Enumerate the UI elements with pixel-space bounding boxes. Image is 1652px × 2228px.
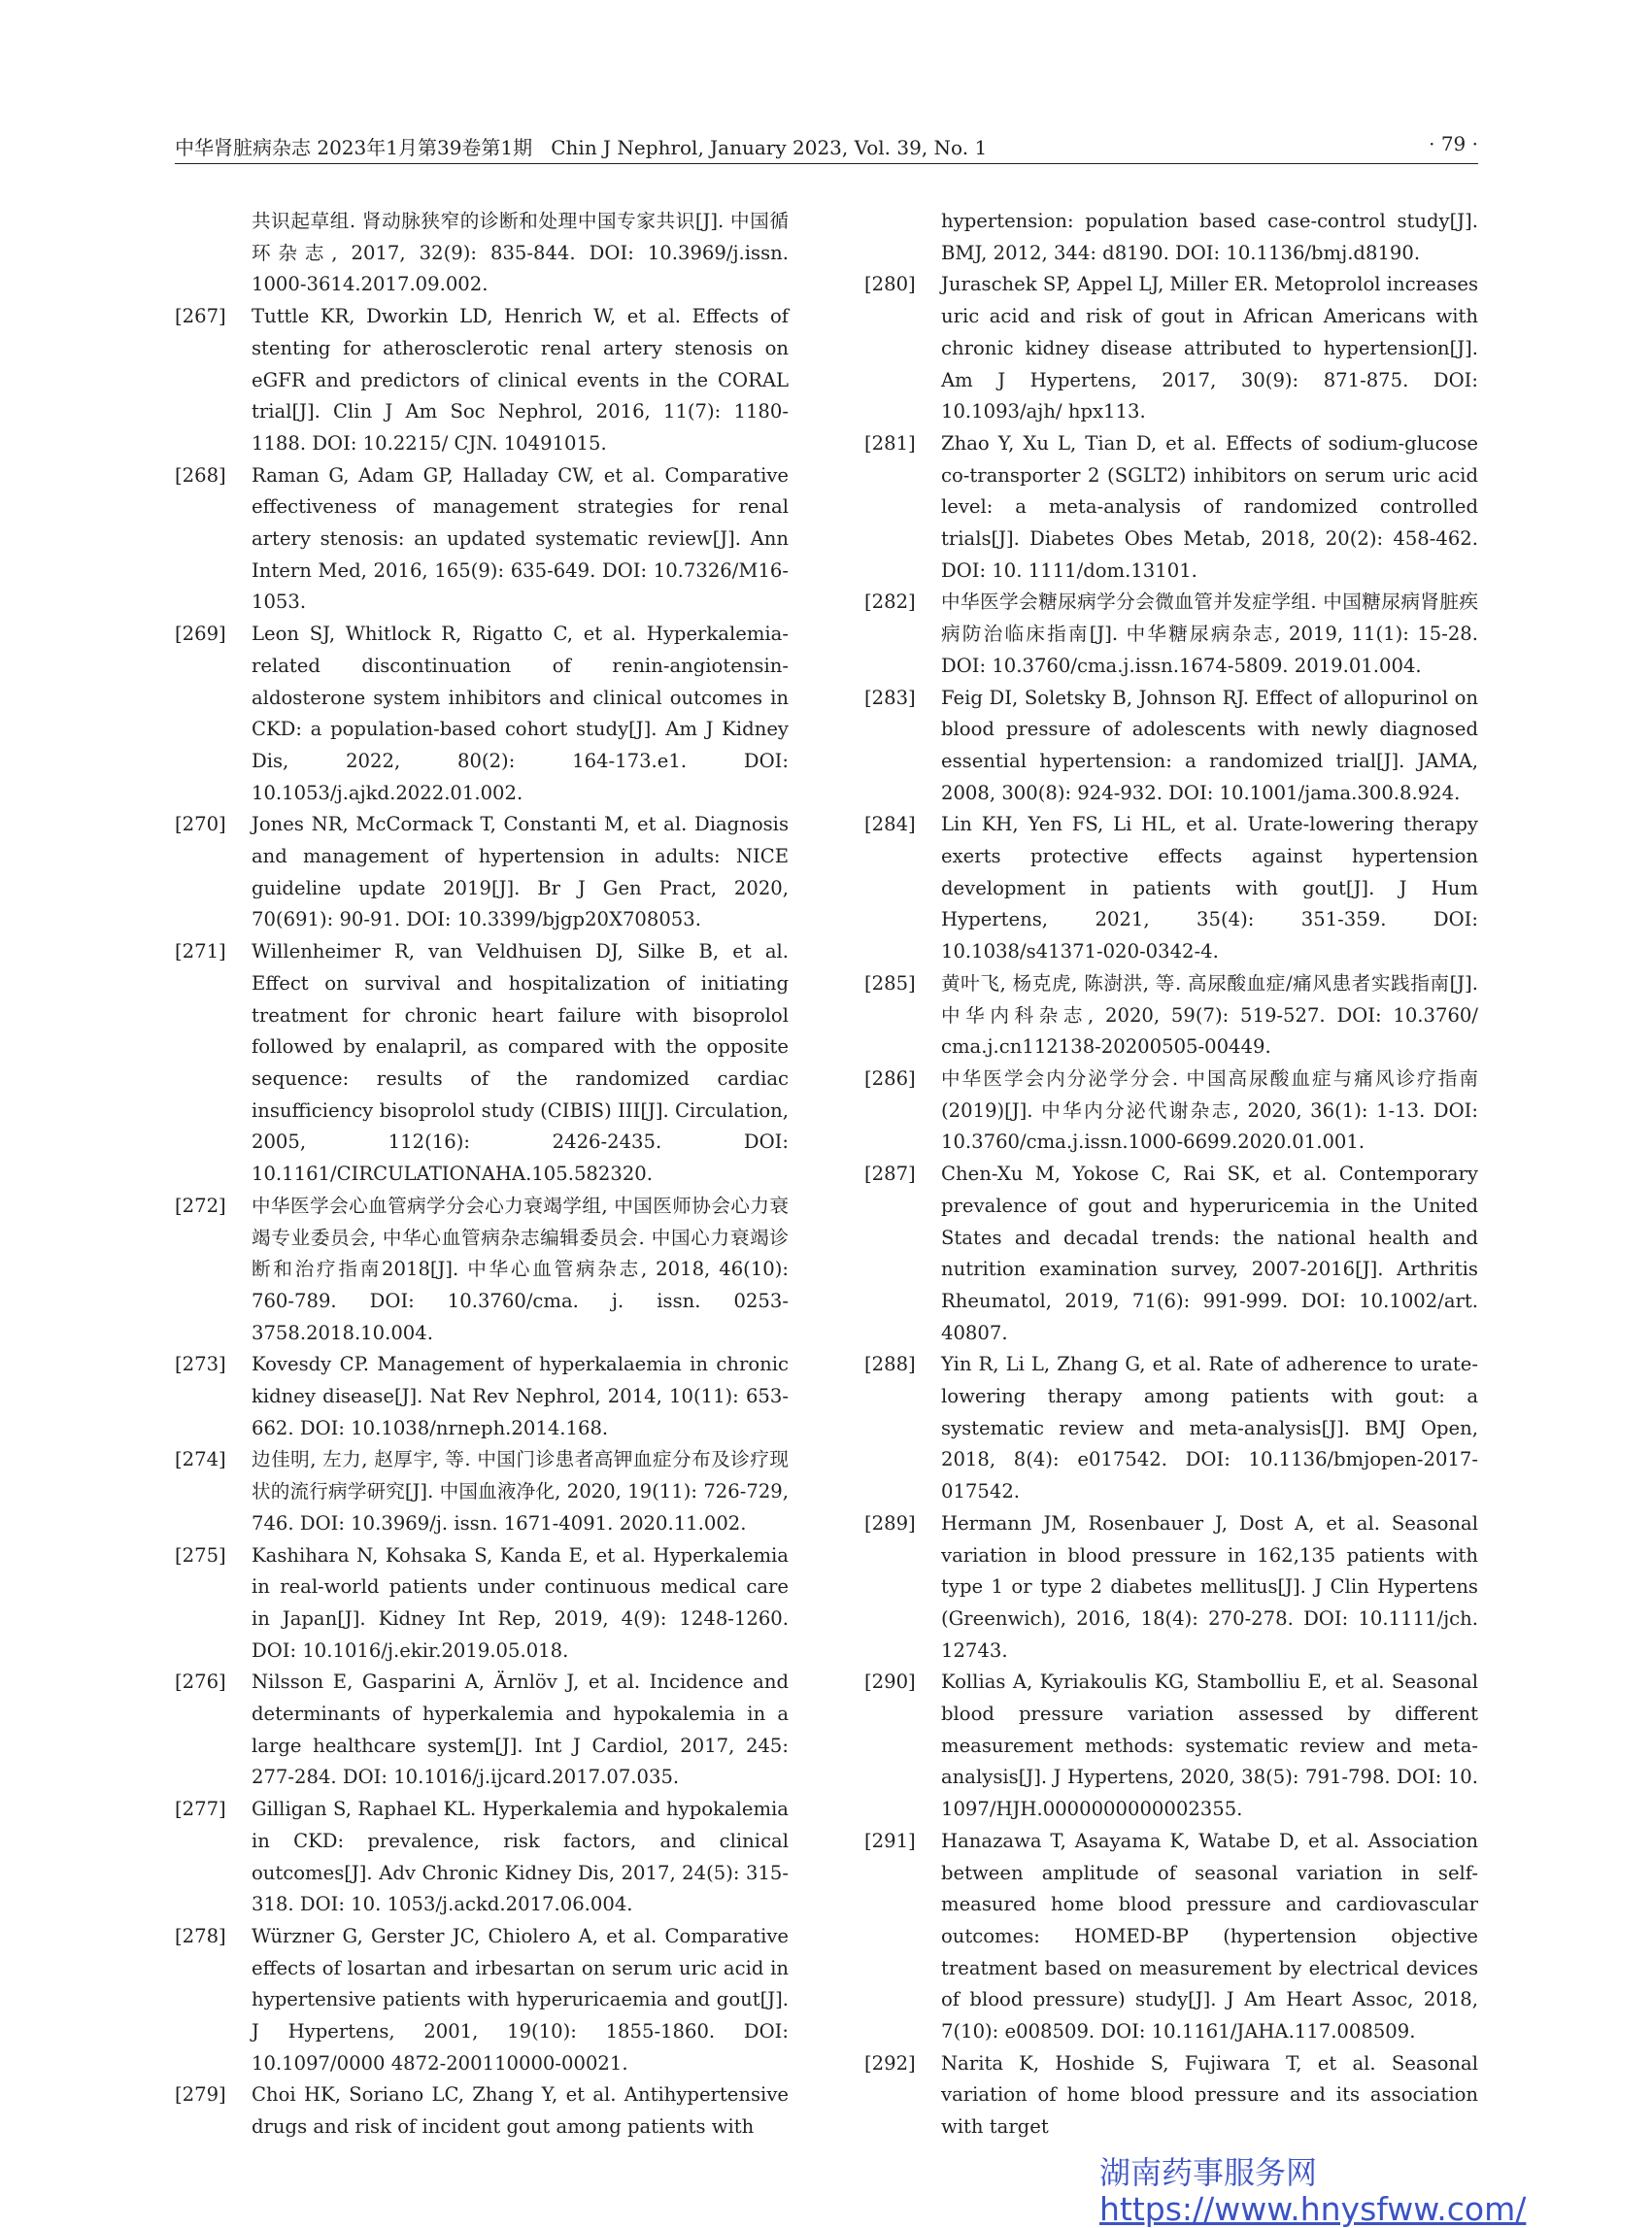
reference-text: 中华医学会内分泌学分会. 中国高尿酸血症与痛风诊疗指南(2019)[J]. 中华内分泌代谢杂志, 2020, 36(1): 1-13. DOI: 10.3760/cma.j.issn.1000-6699.2020.01.001. <box>941 1066 1478 1154</box>
reference-number: [284] <box>864 813 916 836</box>
reference-item <box>864 968 1478 1063</box>
watermark <box>1099 2154 1526 2228</box>
reference-item <box>864 428 1478 588</box>
reference-item <box>864 1826 1478 2048</box>
reference-text: Yin R, Li L, Zhang G, et al. Rate of adherence to urate-lowering therapy among patients with gout: a systematic review and meta-analysis[J]. BMJ Open, 2018, 8(4): e017542. DOI: 10.1136/bmjopen-2017-017542. <box>941 1353 1478 1503</box>
reference-text: Tuttle KR, Dworkin LD, Henrich W, et al. Effects of stenting for atherosclerotic renal artery stenosis on eGFR and predictors of clinical events in the CORAL trial[J]. Clin J Am Soc Nephrol, 2016, 11(7): 1180-1188. DOI: 10.2215/ CJN. 10491015. <box>252 305 789 455</box>
reference-item <box>864 1349 1478 1508</box>
reference-item <box>175 1921 789 2080</box>
reference-text: Hanazawa T, Asayama K, Watabe D, et al. Association between amplitude of seasonal variation in self-measured home blood pressure and cardiovascular outcomes: HOMED-BP (hypertension objective treatment based on measurement by electrical devices of blood pressure) study[J]. J Am Heart Assoc, 2018, 7(10): e008509. DOI: 10.1161/JAHA.117.008509. <box>941 1829 1478 2043</box>
reference-item <box>864 269 1478 428</box>
reference-item <box>175 809 789 936</box>
reference-item <box>864 1159 1478 1349</box>
reference-number: [279] <box>175 2083 226 2107</box>
reference-text: Nilsson E, Gasparini A, Ärnlöv J, et al. Incidence and determinants of hyperkalemia and hypokalemia in a large healthcare system[J]. Int J Cardiol, 2017, 245: 277-284. DOI: 10.1016/j.ijcard.2017.07.035. <box>252 1671 789 1789</box>
reference-item <box>864 683 1478 810</box>
reference-item <box>175 1794 789 1921</box>
reference-item <box>864 206 1478 269</box>
reference-item <box>175 1540 789 1668</box>
reference-text: 中华医学会糖尿病学分会微血管并发症学组. 中国糖尿病肾脏疾病防治临床指南[J]. 中华糖尿病杂志, 2019, 11(1): 15-28. DOI: 10.3760/cma.j.issn.1674-5809. 2019.01.004. <box>941 591 1478 677</box>
journal-title-en: Chin J Nephrol, January 2023, Vol. 39, No. 1 <box>551 136 988 159</box>
reference-number: [269] <box>175 623 226 646</box>
journal-title <box>175 132 987 160</box>
reference-item <box>175 206 789 301</box>
reference-text: Würzner G, Gerster JC, Chiolero A, et al. Comparative effects of losartan and irbesartan on serum uric acid in hypertensive patients with hyperuricaemia and gout[J]. J Hypertens, 2001, 19(10): 1855-1860. DOI: 10.1097/0000 4872-200110000-00021. <box>252 1924 789 2075</box>
reference-number: [287] <box>864 1163 916 1186</box>
reference-number: [291] <box>864 1829 916 1852</box>
reference-text: Jones NR, McCormack T, Constanti M, et al. Diagnosis and management of hypertension in adults: NICE guideline update 2019[J]. Br J Gen Pract, 2020, 70(691): 90-91. DOI: 10.3399/bjgp20X708053. <box>252 813 789 931</box>
reference-item <box>175 1349 789 1444</box>
reference-text: Willenheimer R, van Veldhuisen DJ, Silke B, et al. Effect on survival and hospitalization of initiating treatment for chronic heart failure with bisoprolol followed by enalapril, as compared with the opposite sequence: results of the randomized cardiac insufficiency bisoprolol study (CIBIS) III[J]. Circulation, 2005, 112(16): 2426-2435. DOI: 10.1161/CIRCULATIONAHA.105.582320. <box>252 940 789 1186</box>
page-number: · 79 · <box>1429 132 1478 155</box>
reference-item <box>175 619 789 809</box>
reference-text: Raman G, Adam GP, Halladay CW, et al. Comparative effectiveness of management strategies for renal artery stenosis: an updated systematic review[J]. Ann Intern Med, 2016, 165(9): 635-649. DOI: 10.7326/M16-1053. <box>252 463 789 614</box>
reference-text: 共识起草组. 肾动脉狭窄的诊断和处理中国专家共识[J]. 中国循环杂志, 2017, 32(9): 835-844. DOI: 10.3969/j.issn. 1000-3614.2017.09.002. <box>252 210 789 296</box>
reference-item <box>175 301 789 460</box>
reference-item <box>175 1667 789 1794</box>
reference-number: [286] <box>864 1066 916 1090</box>
reference-number: [280] <box>864 273 916 296</box>
reference-number: [289] <box>864 1511 916 1535</box>
reference-text: Lin KH, Yen FS, Li HL, et al. Urate-lowering therapy exerts protective effects against hypertension development in patients with gout[J]. J Hum Hypertens, 2021, 35(4): 351-359. DOI: 10.1038/s41371-020-0342-4. <box>941 813 1478 963</box>
reference-text: 边佳明, 左力, 赵厚宇, 等. 中国门诊患者高钾血症分布及诊疗现状的流行病学研究[J]. 中国血液净化, 2020, 19(11): 726-729, 746. DOI: 10.3969/j. issn. 1671-4091. 2020.11.002. <box>252 1448 789 1535</box>
reference-text: Zhao Y, Xu L, Tian D, et al. Effects of sodium-glucose co-transporter 2 (SGLT2) inhibitors on serum uric acid level: a meta-analysis of randomized controlled trials[J]. Diabetes Obes Metab, 2018, 20(2): 458-462. DOI: 10. 1111/dom.13101. <box>941 431 1478 582</box>
watermark-url[interactable]: https://www.hnysfww.com/ <box>1099 2190 1527 2228</box>
reference-number: [281] <box>864 431 916 455</box>
reference-text: 中华医学会心血管病学分会心力衰竭学组, 中国医师协会心力衰竭专业委员会, 中华心血管病杂志编辑委员会. 中国心力衰竭诊断和治疗指南2018[J]. 中华心血管病杂志, 2018, 46(10): 760-789. DOI: 10.3760/cma. j. issn. 0253-3758.2018.10.004. <box>252 1194 789 1344</box>
reference-item <box>175 1444 789 1539</box>
reference-text: Kovesdy CP. Management of hyperkalaemia in chronic kidney disease[J]. Nat Rev Nephrol, 2014, 10(11): 653-662. DOI: 10.1038/nrneph.2014.168. <box>252 1353 789 1439</box>
reference-number: [271] <box>175 940 226 963</box>
reference-number: [283] <box>864 686 916 709</box>
reference-item <box>864 587 1478 682</box>
reference-item <box>175 936 789 1191</box>
reference-text: Narita K, Hoshide S, Fujiwara T, et al. Seasonal variation of home blood pressure and its association with target <box>941 2051 1478 2139</box>
reference-text: Kashihara N, Kohsaka S, Kanda E, et al. Hyperkalemia in real-world patients under continuous medical care in Japan[J]. Kidney Int Rep, 2019, 4(9): 1248-1260. DOI: 10.1016/j.ekir.2019.05.018. <box>252 1543 789 1662</box>
reference-text: Gilligan S, Raphael KL. Hyperkalemia and hypokalemia in CKD: prevalence, risk factors, and clinical outcomes[J]. Adv Chronic Kidney Dis, 2017, 24(5): 315-318. DOI: 10. 1053/j.ackd.2017.06.004. <box>252 1798 789 1916</box>
reference-item <box>864 2048 1478 2144</box>
reference-number: [272] <box>175 1194 226 1217</box>
reference-column-left <box>175 206 789 2144</box>
reference-item <box>175 1191 789 1350</box>
reference-number: [285] <box>864 971 916 995</box>
reference-number: [290] <box>864 1671 916 1694</box>
journal-title-cn: 中华肾脏病杂志 2023年1月第39卷第1期 <box>175 136 533 159</box>
reference-number: [278] <box>175 1924 226 1947</box>
reference-item <box>864 1063 1478 1159</box>
reference-item <box>175 460 789 620</box>
reference-number: [268] <box>175 463 226 487</box>
reference-number: [288] <box>864 1353 916 1376</box>
reference-number: [273] <box>175 1353 226 1376</box>
reference-item <box>175 2079 789 2143</box>
reference-text: Leon SJ, Whitlock R, Rigatto C, et al. Hyperkalemia-related discontinuation of renin-angiotensin-aldosterone system inhibitors and clinical outcomes in CKD: a population-based cohort study[J]. Am J Kidney Dis, 2022, 80(2): 164-173.e1. DOI: 10.1053/j.ajkd.2022.01.002. <box>252 623 789 804</box>
reference-number: [270] <box>175 813 226 836</box>
reference-text: Hermann JM, Rosenbauer J, Dost A, et al. Seasonal variation in blood pressure in 162,135 patients with type 1 or type 2 diabetes mellitus[J]. J Clin Hypertens (Greenwich), 2016, 18(4): 270-278. DOI: 10.1111/jch. 12743. <box>941 1511 1478 1662</box>
reference-text: Juraschek SP, Appel LJ, Miller ER. Metoprolol increases uric acid and risk of gout in African Americans with chronic kidney disease attributed to hypertension[J]. Am J Hypertens, 2017, 30(9): 871-875. DOI: 10.1093/ajh/ hpx113. <box>941 273 1478 423</box>
reference-number: [267] <box>175 305 226 328</box>
reference-number: [282] <box>864 591 916 614</box>
reference-number: [274] <box>175 1448 226 1471</box>
reference-number: [276] <box>175 1671 226 1694</box>
reference-text: Chen-Xu M, Yokose C, Rai SK, et al. Contemporary prevalence of gout and hyperuricemia in the United States and decadal trends: the national health and nutrition examination survey, 2007-2016[J]. Arthritis Rheumatol, 2019, 71(6): 991-999. DOI: 10.1002/art. 40807. <box>941 1163 1478 1344</box>
reference-item <box>864 1667 1478 1826</box>
watermark-name: 湖南药事服务网 <box>1099 2154 1318 2191</box>
reference-number: [277] <box>175 1798 226 1821</box>
running-header <box>175 130 1478 164</box>
reference-number: [292] <box>864 2051 916 2075</box>
reference-item <box>864 1508 1478 1668</box>
reference-text: Kollias A, Kyriakoulis KG, Stambolliu E, et al. Seasonal blood pressure variation assessed by different measurement methods: systematic review and meta-analysis[J]. J Hypertens, 2020, 38(5): 791-798. DOI: 10. 1097/HJH.0000000000002355. <box>941 1671 1478 1821</box>
reference-item <box>864 809 1478 968</box>
reference-text: Feig DI, Soletsky B, Johnson RJ. Effect of allopurinol on blood pressure of adolescents with newly diagnosed essential hypertension: a randomized trial[J]. JAMA, 2008, 300(8): 924-932. DOI: 10.1001/jama.300.8.924. <box>941 686 1478 804</box>
reference-text: 黄叶飞, 杨克虎, 陈澍洪, 等. 高尿酸血症/痛风患者实践指南[J]. 中华内科杂志, 2020, 59(7): 519-527. DOI: 10.3760/ cma.j.cn112138-20200505-00449. <box>941 971 1478 1059</box>
reference-column-right <box>864 206 1478 2144</box>
reference-text: hypertension: population based case-control study[J]. BMJ, 2012, 344: d8190. DOI: 10.1136/bmj.d8190. <box>941 210 1478 264</box>
reference-number: [275] <box>175 1543 226 1567</box>
reference-text: Choi HK, Soriano LC, Zhang Y, et al. Antihypertensive drugs and risk of incident gout among patients with <box>252 2083 789 2139</box>
